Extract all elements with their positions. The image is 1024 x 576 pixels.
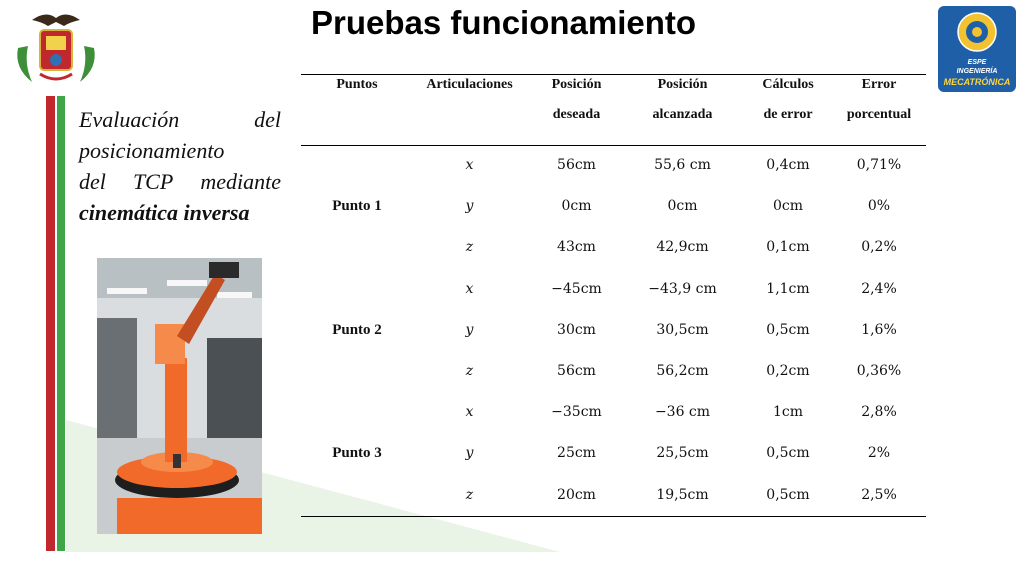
robot-arm-photo <box>97 258 262 534</box>
cell-posicion-alcanzada: 56,2cm <box>656 363 709 379</box>
cell-posicion-alcanzada: 19,5cm <box>656 486 709 503</box>
cell-error-porcentual: 2,8% <box>861 404 897 421</box>
cell-posicion-deseada: 25cm <box>557 445 596 462</box>
cell-posicion-alcanzada: −43,9 cm <box>648 280 717 297</box>
cell-posicion-alcanzada: 42,9cm <box>656 239 709 256</box>
cell-calculo-error: 0,4cm <box>766 157 810 173</box>
red-stripe <box>46 96 55 551</box>
col-header-puntos: Puntos <box>336 77 378 92</box>
side-description <box>79 104 281 228</box>
cell-calculo-error: 1cm <box>772 404 804 421</box>
cell-punto: Punto 1 <box>332 198 382 215</box>
cell-punto: Punto 2 <box>332 321 382 338</box>
cell-posicion-deseada: 30cm <box>557 321 596 338</box>
cell-posicion-alcanzada: 30,5cm <box>656 321 709 338</box>
side-word: del <box>79 169 106 194</box>
cell-articulacion: y <box>465 198 474 215</box>
espe-mechatronics-logo <box>938 6 1016 92</box>
side-line-2: posicionamiento <box>79 138 225 163</box>
col-header-error-porcentual: Error porcentual <box>846 77 912 122</box>
cell-posicion-deseada: 20cm <box>557 486 596 503</box>
cell-error-porcentual: 0,2% <box>861 239 897 256</box>
cell-articulacion: x <box>465 404 474 421</box>
cell-articulacion: y <box>465 321 474 338</box>
cell-error-porcentual: 2% <box>867 445 891 462</box>
logo-text-ingenieria: INGENIERÍA <box>956 68 998 75</box>
cell-punto: Punto 3 <box>332 445 382 462</box>
cell-posicion-deseada: 56cm <box>557 157 596 173</box>
cell-articulacion: y <box>465 445 474 462</box>
col-header-articulaciones: Articulaciones <box>426 77 513 92</box>
col-header-posicion-deseada: Posición deseada <box>551 77 602 122</box>
slide-title: Pruebas funcionamiento <box>311 4 697 41</box>
cell-posicion-deseada: −35cm <box>551 404 602 421</box>
cell-error-porcentual: 0,71% <box>856 157 902 173</box>
side-word: Evaluación <box>79 107 180 132</box>
cell-calculo-error: 0,5cm <box>766 486 810 503</box>
logo-text-espe: ESPE <box>967 59 987 66</box>
cell-calculo-error: 0,1cm <box>766 239 810 256</box>
gear-icon <box>955 10 999 56</box>
cell-calculo-error: 0,5cm <box>766 445 810 462</box>
cell-calculo-error: 0,2cm <box>766 363 810 379</box>
cell-error-porcentual: 2,5% <box>861 486 897 503</box>
cell-calculo-error: 1,1cm <box>766 280 810 297</box>
cell-error-porcentual: 0,36% <box>856 363 902 379</box>
cell-calculo-error: 0cm <box>772 198 804 215</box>
green-stripe <box>57 96 65 551</box>
cell-posicion-deseada: −45cm <box>551 280 602 297</box>
university-crest-logo <box>10 8 102 88</box>
cell-articulacion: z <box>465 486 474 503</box>
cell-posicion-deseada: 56cm <box>557 363 596 379</box>
cell-posicion-alcanzada: −36 cm <box>654 404 711 421</box>
side-word: del <box>254 107 281 132</box>
cell-articulacion: z <box>465 239 474 256</box>
col-header-posicion-alcanzada: Posición alcanzada <box>652 77 713 122</box>
side-word: mediante <box>200 169 281 194</box>
cell-articulacion: x <box>465 157 474 173</box>
cell-posicion-deseada: 0cm <box>561 198 592 215</box>
col-header-calculos-error: Cálculos de error <box>762 77 814 122</box>
table-bottom-rule <box>301 516 926 517</box>
side-word: TCP <box>132 169 174 194</box>
cell-calculo-error: 0,5cm <box>766 321 810 338</box>
cell-posicion-alcanzada: 0cm <box>667 198 698 215</box>
cell-posicion-alcanzada: 25,5cm <box>656 445 709 462</box>
cell-error-porcentual: 2,4% <box>861 280 897 297</box>
cell-articulacion: x <box>465 280 474 297</box>
cell-error-porcentual: 1,6% <box>861 321 897 338</box>
side-line-4: cinemática inversa <box>79 200 250 225</box>
table-header-rule <box>301 145 926 146</box>
side-line-3 <box>79 166 281 197</box>
logo-text-mecatronica: MECATRÓNICA <box>943 77 1011 87</box>
cell-error-porcentual: 0% <box>867 198 891 215</box>
cell-posicion-alcanzada: 55,6 cm <box>654 157 711 173</box>
cell-posicion-deseada: 43cm <box>557 239 596 256</box>
cell-articulacion: z <box>465 363 474 379</box>
side-line-1 <box>79 104 281 135</box>
